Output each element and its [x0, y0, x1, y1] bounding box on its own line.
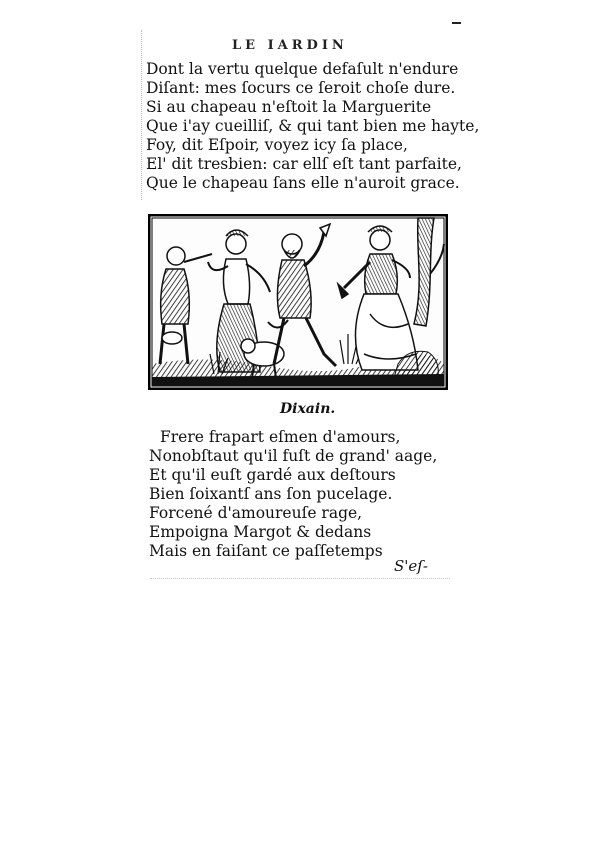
gutter-show-through	[141, 30, 144, 200]
verse-line: Empoigna Margot & dedans	[149, 523, 372, 541]
poem-title: Dixain.	[280, 401, 336, 417]
verse-line: Que le chapeau ſans elle n'auroit grace.	[146, 174, 460, 192]
verse-line: Frere frapart eſmen d'amours,	[160, 428, 401, 446]
stanza-1	[146, 60, 479, 193]
catchword: S'eſ-	[394, 557, 428, 575]
verse-line: Et qu'il euſt gardé aux deſtours	[149, 466, 396, 484]
verse-line: Dont la vertu quelque defaſult n'endure	[146, 60, 459, 78]
bottom-show-through	[150, 578, 450, 580]
verse-line: Diſant: mes ſocurs ce ſeroit choſe dure.	[146, 79, 456, 97]
verse-line: Si au chapeau n'eſtoit la Marguerite	[146, 98, 432, 116]
woodcut-illustration	[148, 214, 448, 390]
running-head: LE IARDIN	[232, 38, 348, 53]
verse-line: Foy, dit Eſpoir, voyez icy ſa place,	[146, 136, 408, 154]
verse-line: Nonobſtaut qu'il fuſt de grand' aage,	[149, 447, 438, 465]
verse-line: Mais en faiſant ce paſſetemps	[149, 542, 383, 560]
verse-line: Forcené d'amoureuſe rage,	[149, 504, 363, 522]
verse-line: Bien ſoixantſ ans ſon pucelage.	[149, 485, 393, 503]
page-corner-mark	[452, 22, 461, 24]
dixain-poem	[146, 428, 437, 561]
verse-line: Que i'ay cueilliſ, & qui tant bien me hayte,	[146, 117, 480, 135]
verse-line: El' dit tresbien: car ellſ eſt tant parfaite,	[146, 155, 462, 173]
